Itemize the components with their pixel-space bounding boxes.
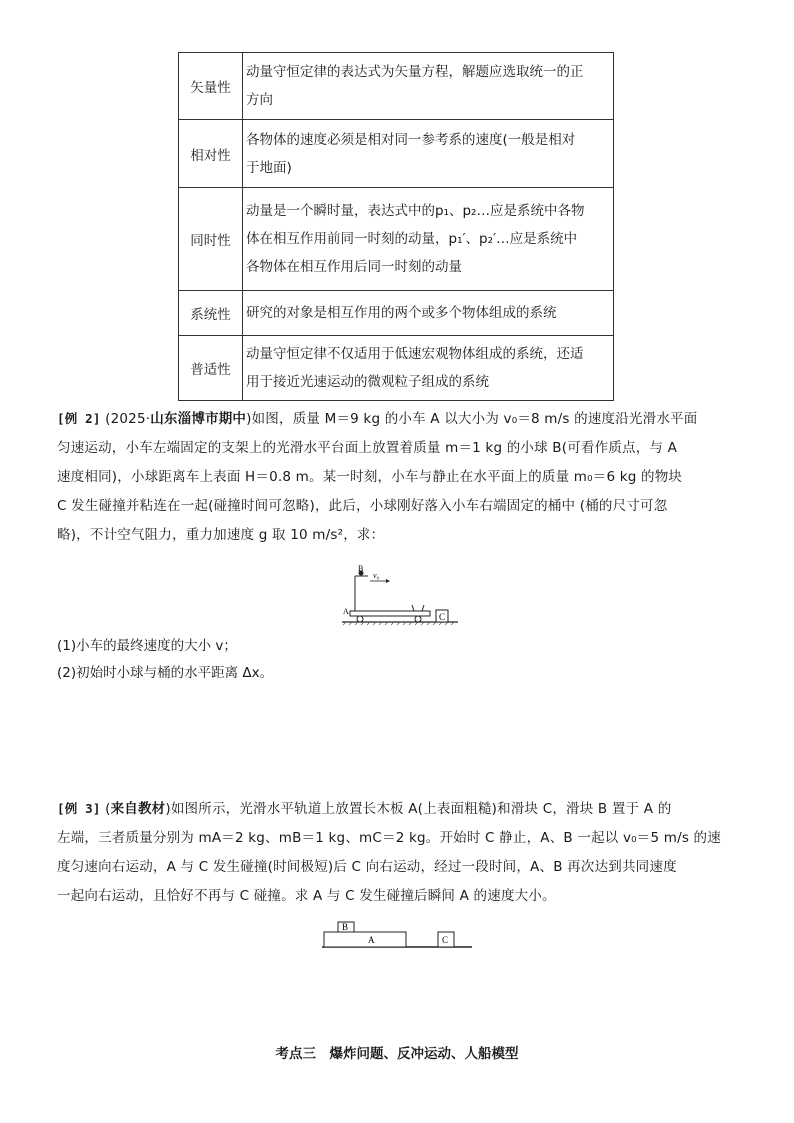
row-value xyxy=(243,188,614,291)
cart-diagram xyxy=(340,564,460,626)
example2-line-3: C 发生碰撞并粘连在一起(碰撞时间可忽略)，此后，小球刚好落入小车右端固定的桶中 (桶的尺寸可忽 xyxy=(57,498,668,514)
row-value xyxy=(243,336,614,401)
row-key: 普适性 xyxy=(179,336,243,401)
example2-line-4: 略)，不计空气阻力，重力加速度 g 取 10 m/s²，求： xyxy=(57,527,385,543)
properties-table xyxy=(178,52,614,401)
row-value xyxy=(243,53,614,120)
label-v0: v₀ xyxy=(373,571,380,580)
row-key: 同时性 xyxy=(179,188,243,291)
table-row xyxy=(179,291,614,336)
label-c: C xyxy=(442,935,449,945)
arrow-head-icon xyxy=(386,579,390,583)
example2-source: 山东淄博市期中 xyxy=(150,411,247,427)
example3-line-0: 如图所示，光滑水平轨道上放置长木板 A(上表面粗糙)和滑块 C，滑块 B 置于 A 的 xyxy=(170,801,672,817)
row-value-line: 于地面) xyxy=(246,159,292,176)
row-value-line: 各物体在相互作用后同一时刻的动量 xyxy=(246,259,462,275)
example3-line-1: 左端，三者质量分别为 mA＝2 kg、mB＝1 kg、mC＝2 kg。开始时 C 静止，A、B 一起以 v₀＝5 m/s 的速 xyxy=(57,830,721,846)
board-a xyxy=(324,932,406,947)
row-value xyxy=(243,120,614,188)
question-2: (2)初始时小球与桶的水平距离 Δx。 xyxy=(57,665,274,681)
row-value-line: 研究的对象是相互作用的两个或多个物体组成的系统 xyxy=(246,305,557,321)
example2-tag: [例 2] xyxy=(57,411,101,426)
section-title: 考点三 爆炸问题、反冲运动、人船模型 xyxy=(275,1046,519,1062)
row-value-line: 各物体的速度必须是相对同一参考系的速度(一般是相对 xyxy=(246,131,576,148)
row-value-line: 用于接近光速运动的微观粒子组成的系统 xyxy=(246,374,489,390)
example3-source: 来自教材 xyxy=(110,801,166,817)
table-row xyxy=(179,336,614,401)
table-row xyxy=(179,120,614,188)
example3-line: [例 3] (来自教材)如图所示，光滑水平轨道上放置长木板 A(上表面粗糙)和滑块 C，滑块 B 置于 A 的 xyxy=(57,801,672,817)
example3-tag: [例 3] xyxy=(57,801,101,816)
example2-line-0: 如图，质量 M＝9 kg 的小车 A 以大小为 v₀＝8 m/s 的速度沿光滑水平面 xyxy=(251,411,698,427)
example2-source-prefix: (2025· xyxy=(105,411,151,427)
bucket-icon xyxy=(412,605,424,611)
example2-line: [例 2] (2025·山东淄博市期中)如图，质量 M＝9 kg 的小车 A 以大小为 v₀＝8 m/s 的速度沿光滑水平面 xyxy=(57,411,698,427)
label-c: C xyxy=(439,612,446,622)
wheel-icon xyxy=(415,616,421,622)
row-key: 相对性 xyxy=(179,120,243,188)
board-diagram xyxy=(322,920,472,952)
row-value-line: 体在相互作用前同一时刻的动量，p₁′、p₂′…应是系统中 xyxy=(246,231,578,247)
label-a: A xyxy=(368,935,375,945)
row-value-line: 方向 xyxy=(246,92,273,108)
table-row xyxy=(179,53,614,120)
example3-line-3: 一起向右运动，且恰好不再与 C 碰撞。求 A 与 C 发生碰撞后瞬间 A 的速度大小。 xyxy=(57,888,556,904)
row-value xyxy=(243,291,614,336)
row-value-line: 动量守恒定律不仅适用于低速宏观物体组成的系统，还适 xyxy=(246,346,584,362)
question-1: (1)小车的最终速度的大小 v； xyxy=(57,638,237,654)
table-row xyxy=(179,188,614,291)
label-a: A xyxy=(343,607,349,616)
example2-line-2: 速度相同)，小球距离车上表面 H＝0.8 m。某一时刻，小车与静止在水平面上的质量 m₀＝6 kg 的物块 xyxy=(57,469,683,485)
example2-line-1: 匀速运动，小车左端固定的支架上的光滑水平台面上放置着质量 m＝1 kg 的小球 B(可看作质点，与 A xyxy=(57,440,678,456)
row-key: 系统性 xyxy=(179,291,243,336)
example2-text xyxy=(57,404,737,550)
row-value-line: 动量守恒定律的表达式为矢量方程，解题应选取统一的正 xyxy=(246,64,584,80)
example3-line-2: 度匀速向右运动，A 与 C 发生碰撞(时间极短)后 C 向右运动，经过一段时间，A、B 再次达到共同速度 xyxy=(57,859,677,875)
label-b: B xyxy=(358,564,364,573)
cart-body xyxy=(350,611,430,616)
wheel-icon xyxy=(357,616,363,622)
example3-text xyxy=(57,794,737,911)
row-key: 矢量性 xyxy=(179,53,243,120)
row-value-line: 动量是一个瞬时量，表达式中的p₁、p₂…应是系统中各物 xyxy=(246,203,585,219)
label-b: B xyxy=(342,922,349,932)
